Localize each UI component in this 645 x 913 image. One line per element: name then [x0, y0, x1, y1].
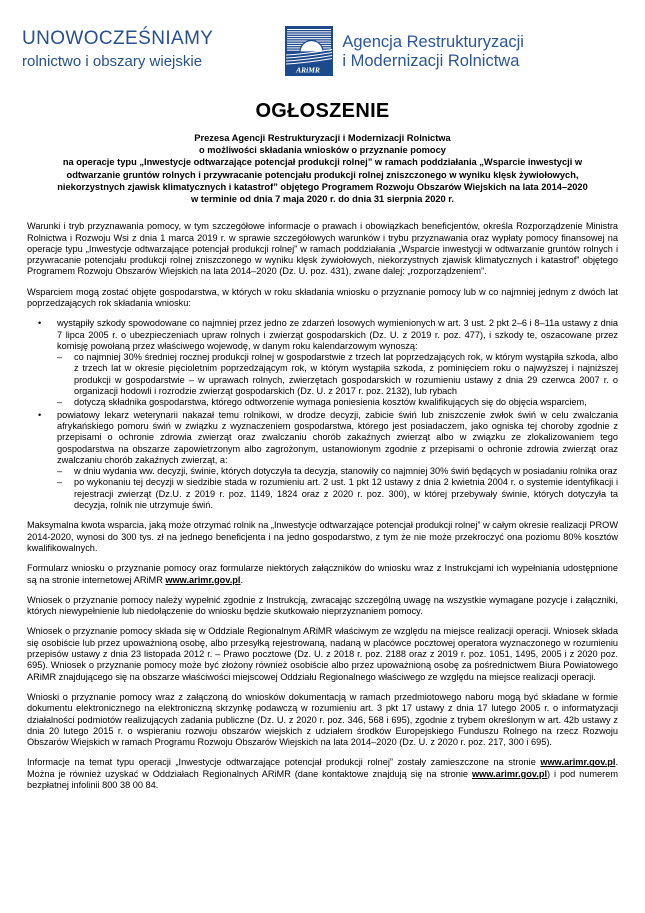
agency-name-line2: i Modernizacji Rolnictwa [342, 52, 520, 70]
paragraph: Wniosek o przyznanie pomocy składa się w Oddziale Regionalnym ARiMR właściwym ze względu na miejsce realizacji operacji. Wniosek składa się osobiście lub przez upoważnioną osobę, albo przesyłką rejestrowaną, nadaną w placówce pocztowej operatora wyznaczonego w rozumieniu przepisów ustawy z dnia 23 listopada 2012 r. – Prawo pocztowe (Dz. U. z 2018 r. poz. 2188 oraz z 2019 r. poz. 1051, 1495, 2005 i z 2020 poz. 695). Wniosek o przyznanie pomocy może być złożony również osobiście albo przez upoważnioną osobę za pośrednictwem Biura Powiatowego ARiMR znajdującego się na obszarze właściwości miejscowej Oddziału Regionalnego właściwego ze względu na miejsce realizacji operacji. [27, 626, 618, 682]
subtitle [38, 132, 607, 205]
arimr-logo-icon [285, 26, 333, 76]
bullet-list [27, 318, 618, 511]
bullet-text: powiatowy lekarz weterynarii nakazał temu rolnikowi, w drodze decyzji, zabicie świń lub zniszczenie zwłok świń w celu zwalczania afrykańskiego pomoru świń w związku z wyznaczeniem gospodarstwa, którego jest posiadaczem, jako ogniska tej choroby zgodnie z przepisami o ochronie zdrowia zwierząt oraz zwalczaniu chorób zakaźnych zwierząt albo w związku ze zlokalizowaniem tego gospodarstwa na obszarze zapowietrzonym albo zagrożonym, ustanowionym zgodnie z przepisami o ochronie zdrowia zwierząt oraz zwalczaniu chorób zakaźnych zwierząt, a: [57, 409, 618, 465]
paragraph: Formularz wniosku o przyznanie pomocy oraz formularze niektórych załączników do wniosku wraz z Instrukcjami ich wypełniania udostępnione są na stronie internetowej ARiMR www.arimr.gov.pl. [27, 563, 618, 585]
dash-marker: – [57, 352, 63, 363]
dash-marker: – [57, 397, 63, 408]
subtitle-line: na operacje typu „Inwestycje odtwarzające potencjał produkcji rolnej” w ramach poddziałania „Wsparcie inwestycji w odtwarzanie gruntów rolnych i przywracanie potencjału produkcji rolnej zniszczonego w wyniku klęsk żywiołowych, niekorzystnych zjawisk klimatycznych i katastrof” objętego Programem Rozwoju Obszarów Wiejskich na lata 2014–2020 [57, 157, 588, 192]
paragraph: Maksymalna kwota wsparcia, jaką może otrzymać rolnik na „Inwestycje odtwarzające potencjał produkcji rolnej” w całym okresie realizacji PROW 2014-2020, wynosi do 300 tys. zł na jednego beneficjenta i na jedno gospodarstwo, z tym że nie może przekroczyć ona poziomu 80% kosztów kwalifikowalnych. [27, 520, 618, 553]
paragraph: Wniosek o przyznanie pomocy należy wypełnić zgodnie z Instrukcją, zwracając szczególną uwagę na wszystkie wymagane pozycje i załączniki, których niewypełnienie lub niedołączenie do wniosku będzie skutkowało nieprzyznaniem pomocy. [27, 594, 618, 617]
subtitle-line: w terminie od dnia 7 maja 2020 r. do dnia 31 sierpnia 2020 r. [190, 194, 454, 205]
dash-item [27, 477, 618, 511]
arimr-website-link[interactable]: www.arimr.gov.pl [471, 768, 548, 779]
bullet-marker: • [38, 409, 42, 420]
arimr-brand [285, 26, 524, 76]
dash-text: w dniu wydania ww. decyzji, świnie, których dotyczyła ta decyzja, stanowiły co najmniej 30% świń będących w posiadaniu rolnika oraz [74, 466, 618, 477]
paragraph: Warunki i tryb przyznawania pomocy, w tym szczegółowe informacje o prawach i obowiązkach beneficjentów, określa Rozporządzenie Ministra Rolnictwa i Rozwoju Wsi z dnia 1 marca 2019 r. w sprawie szczegółowych warunków i trybu przyznawania oraz wypłaty pomocy finansowej na operacje typu „Inwestycje odtwarzające potencjał produkcji rolnej” w ramach poddziałania „Wsparcie inwestycji w odtwarzanie gruntów rolnych i przywracanie potencjału produkcji rolnej zniszczonego w wyniku klęsk żywiołowych, niekorzystnych zjawisk klimatycznych i katastrof” objętego Programem Rozwoju Obszarów Wiejskich na lata 2014–2020 (Dz. U. poz. 431), zwane dalej: „rozporządzeniem”. [27, 221, 618, 277]
dash-text: co najmniej 30% średniej rocznej produkcji rolnej w gospodarstwie z trzech lat poprzedzających rok, w którym wystąpiła szkoda, albo z trzech lat w okresie pięcioletnim poprzedzającym rok, w którym wystąpiła szkoda, z pominięciem roku o najwyższej i najniższej produkcji w gospodarstwie – w uprawach rolnych, zwierzętach gospodarskich w rozumieniu ustawy z dnia 29 czerwca 2007 r. o organizacji hodowli i rozrodzie zwierząt gospodarskich (Dz. U. z 2017 r. poz. 2132), lub rybach [74, 352, 618, 397]
dash-item [27, 466, 618, 477]
dash-item [27, 352, 618, 397]
document-body [27, 221, 618, 791]
paragraph: Wnioski o przyznanie pomocy wraz z załączoną do wniosków dokumentacją w ramach przedmiotowego naboru mogą być składane w formie dokumentu elektronicznego na elektroniczną skrzynkę podawczą w rozumieniu art. 3 pkt 17 ustawy z dnia 17 lutego 2005 r. o informatyzacji działalności podmiotów realizujących zadania publiczne (Dz. U. z 2020 r. poz. 346, 568 i 695), zgodnie z trybem określonym w art. 42b ustawy z dnia 20 lutego 2015 r. o wspieraniu rozwoju obszarów wiejskich z udziałem środków Europejskiego Funduszu Rolnego na rzecz Rozwoju Obszarów Wiejskich w ramach Programu Rozwoju Obszarów Wiejskich na lata 2014–2020 (Dz. U. z 2020 r. poz. 217, 300 i 695). [27, 691, 618, 748]
paragraph: Informacje na temat typu operacji „Inwestycje odtwarzające potencjał produkcji rolnej” zostały zamieszczone na stronie www.arimr.gov.pl. Można je również uzyskać w Oddziałach Regionalnych ARiMR (dane kontaktowe znajdują się na stronie www.arimr.gov.pl) i pod numerem bezpłatnej infolinii 800 38 00 84. [27, 757, 618, 790]
bullet-item [27, 410, 618, 466]
dash-text: dotyczą składnika gospodarstwa, którego odtworzenie wymaga poniesienia kosztów kwalifikujących się do objęcia wsparciem, [74, 397, 587, 408]
dash-marker: – [57, 477, 63, 488]
slogan [22, 26, 213, 70]
subtitle-line: Prezesa Agencji Restrukturyzacji i Modernizacji Rolnictwa [194, 133, 451, 143]
dash-text: po wykonaniu tej decyzji w siedzibie stada w rozumieniu art. 2 ust. 1 pkt 12 ustawy z dnia 2 kwietnia 2004 r. o systemie identyfikacji i rejestracji zwierząt (Dz.U. z 2019 r. poz. 1149, 1824 oraz z 2020 r. poz. 300), w której przebywały świnie, których dotyczyła ta decyzja, rolnik nie utrzymuje świń. [74, 477, 618, 511]
arimr-website-link[interactable]: www.arimr.gov.pl [165, 574, 241, 585]
dash-marker: – [57, 466, 63, 477]
slogan-line1: UNOWOCZEŚNIAMY [22, 28, 214, 49]
arimr-logo-acronym: ARiMR [296, 65, 321, 75]
bullet-text: wystąpiły szkody spowodowane co najmniej przez jedno ze zdarzeń losowych wymienionych w art. 3 ust. 2 pkt 2–6 i 8–11a ustawy z dnia 7 lipca 2005 r. o ubezpieczeniach upraw rolnych i zwierząt gospodarskich (Dz. U. z 2019 r. poz. 477), i szkody te, oszacowane przez komisję powołaną przez właściwego wojewodę, w danym roku kalendarzowym wynoszą: [57, 318, 618, 351]
dash-item [27, 397, 618, 408]
paragraph: Wsparciem mogą zostać objęte gospodarstwa, w których w roku składania wniosku o przyznanie pomocy lub w co najmniej jednym z dwóch lat poprzedzających rok składania wniosku: [27, 286, 618, 308]
bullet-item [27, 318, 618, 352]
slogan-line2: rolnictwo i obszary wiejskie [22, 53, 203, 70]
agency-name [342, 26, 524, 71]
arimr-website-link[interactable]: www.arimr.gov.pl [540, 757, 616, 768]
header [0, 0, 645, 76]
subtitle-line: o możliwości składania wniosków o przyznanie pomocy [199, 145, 446, 156]
agency-name-line1: Agencja Restrukturyzacji [342, 33, 524, 51]
page-title: OGŁOSZENIE [255, 100, 390, 122]
bullet-marker: • [38, 318, 42, 329]
